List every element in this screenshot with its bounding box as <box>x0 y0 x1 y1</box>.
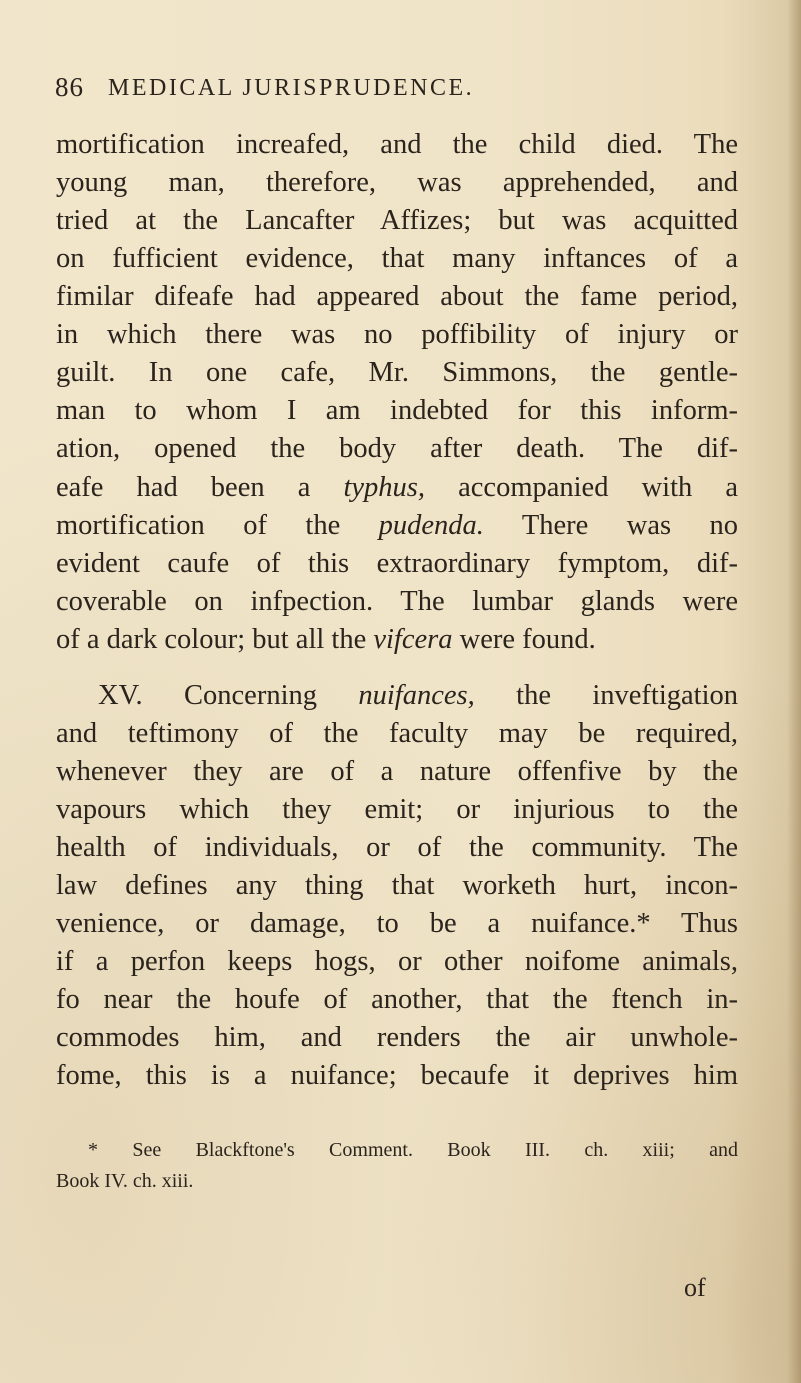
italic-term: typhus, <box>343 472 426 503</box>
line-text: were found. <box>452 624 596 655</box>
body-line: man to whom I am indebted for this inform- <box>56 395 738 426</box>
body-line: and teftimony of the faculty may be required, <box>56 718 738 749</box>
body-line <box>56 626 738 655</box>
body-line: tried at the Lancafter Affizes; but was acquitted <box>56 205 738 236</box>
body-line: commodes him, and renders the air unwhole- <box>56 1022 738 1053</box>
body-line: ation, opened the body after death. The dif- <box>56 433 738 464</box>
page-number: 86 <box>55 72 84 102</box>
page-edge-shadow <box>787 0 801 1383</box>
body-line: young man, therefore, was apprehended, and <box>56 167 738 198</box>
italic-term: nuifances, <box>358 680 475 711</box>
footnote-line: * See Blackftone's Comment. Book III. ch. xiii; and <box>88 1139 738 1161</box>
body-line: evident caufe of this extraordinary fymptom, dif- <box>56 548 738 579</box>
line-text: accompanied with a <box>425 472 738 503</box>
line-text: the inveftigation <box>474 680 738 711</box>
body-line: if a perfon keeps hogs, or other noifome animals, <box>56 946 738 977</box>
line-text: eafe had been a <box>56 472 344 503</box>
body-line: guilt. In one cafe, Mr. Simmons, the gentle- <box>56 357 738 388</box>
line-text: XV. Concerning <box>98 680 359 711</box>
catchword: of <box>684 1273 706 1302</box>
body-line: law defines any thing that worketh hurt, incon- <box>56 870 738 901</box>
body-line: fimilar difeafe had appeared about the fame period, <box>56 281 738 312</box>
running-head-title: MEDICAL JURISPRUDENCE. <box>108 75 475 101</box>
body-line: vapours which they emit; or injurious to the <box>56 794 738 825</box>
body-line: fo near the houfe of another, that the ftench in- <box>56 984 738 1015</box>
body-line: whenever they are of a nature offenfive by the <box>56 756 738 787</box>
body-line: health of individuals, or of the community. The <box>56 832 738 863</box>
line-text: of a dark colour; but all the <box>56 624 374 655</box>
section-heading-line <box>98 682 738 711</box>
line-text: There was no <box>483 510 738 541</box>
italic-term: pudenda. <box>378 510 484 541</box>
body-line <box>56 512 738 541</box>
italic-term: vifcera <box>373 624 453 655</box>
body-line: mortification increafed, and the child died. The <box>56 129 738 160</box>
body-line: venience, or damage, to be a nuifance.* Thus <box>56 908 738 939</box>
body-line: coverable on infpection. The lumbar glands were <box>56 586 738 617</box>
running-head <box>55 72 745 112</box>
footnote-line: Book IV. ch. xiii. <box>56 1170 194 1192</box>
body-line: on fufficient evidence, that many inftances of a <box>56 243 738 274</box>
body-line <box>56 474 738 503</box>
body-line: in which there was no poffibility of injury or <box>56 319 738 350</box>
body-line: fome, this is a nuifance; becaufe it deprives him <box>56 1060 738 1091</box>
line-text: mortification of the <box>56 510 379 541</box>
